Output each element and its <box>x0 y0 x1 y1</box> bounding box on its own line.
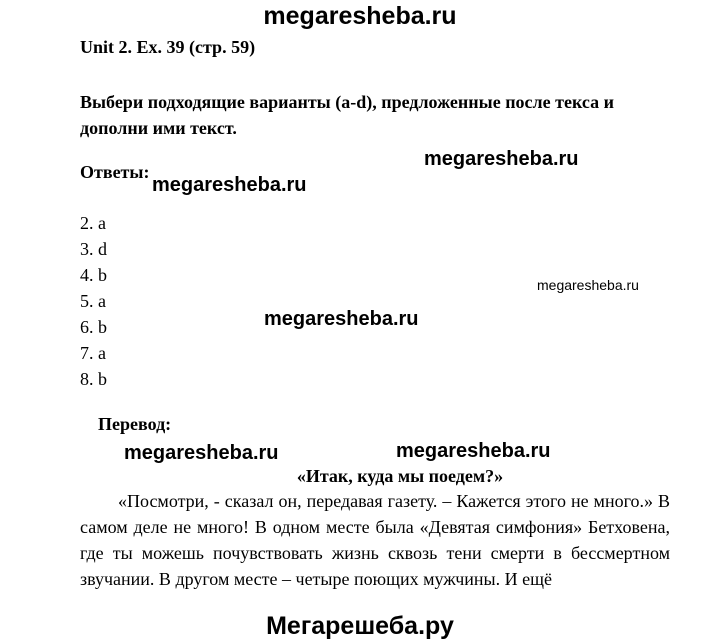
answers-list <box>80 210 107 392</box>
task-instruction: Выбери подходящие варианты (a-d), предложенные после текса и дополни ими текст. <box>80 92 614 138</box>
answer-item: 3. d <box>80 239 107 259</box>
watermark: megaresheba.ru <box>424 148 579 170</box>
page-title: Unit 2. Ex. 39 (стр. 59) <box>80 37 256 57</box>
story-title: «Итак, куда мы поедем?» <box>296 466 504 486</box>
answer-item: 4. b <box>80 265 107 285</box>
answer-item: 5. a <box>80 291 106 311</box>
answers-heading: Ответы: <box>80 162 150 182</box>
answer-item: 2. a <box>80 213 106 233</box>
watermark: megaresheba.ru <box>264 308 419 330</box>
watermark: megaresheba.ru <box>537 277 639 293</box>
translation-heading: Перевод: <box>98 414 172 434</box>
footer-watermark: Мегарешеба.ру <box>266 612 454 640</box>
watermark: megaresheba.ru <box>396 440 551 462</box>
story-text: «Посмотри, - сказал он, передавая газету. – Кажется этого не много.» В самом деле не много! В одном месте была «Девятая симфония» Бетховена, где ты можешь почувствовать жизнь сквозь тени смерти в бессмертном звучании. В другом месте – четыре поющих мужчины. И ещё <box>80 491 670 589</box>
answer-item: 7. a <box>80 343 106 363</box>
watermark: megaresheba.ru <box>124 442 279 464</box>
answer-item: 8. b <box>80 369 107 389</box>
answer-item: 6. b <box>80 317 107 337</box>
header-watermark: megaresheba.ru <box>263 2 457 30</box>
watermark: megaresheba.ru <box>152 174 307 196</box>
